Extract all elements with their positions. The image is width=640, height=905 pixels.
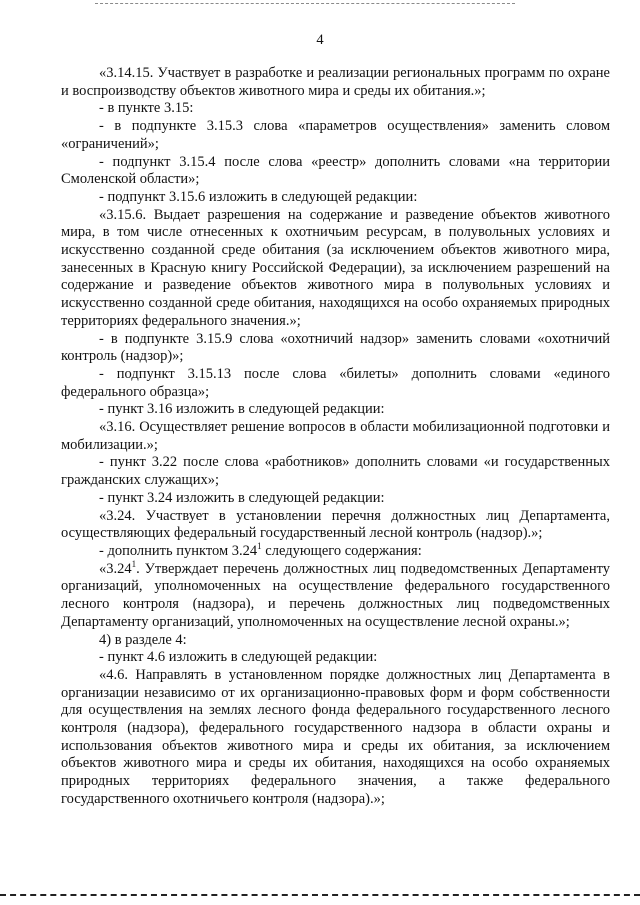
- paragraph-add-item-3-24-1: [61, 543, 610, 561]
- paragraph-3-15-6-text: «3.15.6. Выдает разрешения на содержание и разведение объектов животного мира, в том числе отнесенных к охотничьим ресурсам, в полувольных условиях и искусственно созданной среде обитания (за исключением объектов животного мира, занесенных в Красную книгу Российской Федерации), за исключением разрешений на содержание и разведение объектов животного мира в полувольных условиях и искусственно созданной среде обитания, находящихся на особо охраняемых природных территориях федерального значения.»;: [61, 206, 610, 329]
- bottom-scan-rule: [0, 894, 640, 896]
- paragraph-subitem-3-15-3: - в подпункте 3.15.3 слова «параметров осуществления» заменить словом «ограничений»;: [61, 118, 610, 152]
- paragraph-subitem-3-15-13: - подпункт 3.15.13 после слова «билеты» дополнить словами «единого федерального образца»;: [61, 365, 610, 400]
- paragraph-3-16-text: «3.16. Осуществляет решение вопросов в области мобилизационной подготовки и мобилизации.»;: [61, 419, 610, 453]
- document-body: [61, 65, 610, 809]
- page-number: 4: [316, 32, 324, 48]
- paragraph-item-3-15: - в пункте 3.15:: [99, 100, 194, 117]
- paragraph-4-6-text: «4.6. Направлять в установленном порядке должностных лиц Департамента в организации независимо от их организационно-правовых форм и форм собственности для осуществления на землях лесного фонда федерального государственного лесного контроля (надзора), федерального государственного надзора в области охраны и использования объектов животного мира и среды их обитания, за исключением объектов животного мира и среды их обитания, находящихся на особо охраняемых природных территориях федерального значения, а также федерального государственного охотничьего контроля (надзора).»;: [61, 666, 610, 807]
- text-run: следующего содержания:: [261, 542, 422, 559]
- paragraph-subitem-3-15-4: - подпункт 3.15.4 после слова «реестр» дополнить словами «на территории Смоленской области»;: [61, 153, 610, 188]
- paragraph-item-3-22: - пункт 3.22 после слова «работников» дополнить словами «и государственных гражданских служащих»;: [61, 454, 610, 489]
- superscript-index: 1: [131, 558, 137, 569]
- text-run: . Утверждает перечень должностных лиц подведомственных Департаменту организаций, уполномоченных на осуществление федерального государственного лесного контроля (надзора), и перечень должностных лиц подведомственных Департаменту организаций, уполномоченных на осуществление лесной охраны.»;: [61, 560, 610, 630]
- paragraph-subitem-3-15-6: - подпункт 3.15.6 изложить в следующей редакции:: [99, 188, 418, 205]
- paragraph-3-14-15: «3.14.15. Участвует в разработке и реализации региональных программ по охране и воспроизводству объектов животного мира и среды их обитания.»;: [61, 65, 610, 99]
- superscript-index: 1: [257, 541, 262, 552]
- paragraph-item-3-24: - пункт 3.24 изложить в следующей редакции:: [99, 489, 385, 506]
- paragraph-3-24-text: «3.24. Участвует в установлении перечня должностных лиц Департамента, осуществляющих федеральный государственный лесной контроль (надзор).»;: [61, 507, 610, 542]
- top-scan-rule: [95, 3, 515, 4]
- paragraph-item-3-16: - пункт 3.16 изложить в следующей редакции:: [99, 401, 385, 418]
- text-run: «3.24: [99, 560, 132, 577]
- text-run: - дополнить пунктом 3.24: [99, 542, 258, 559]
- paragraph-subitem-3-15-9: - в подпункте 3.15.9 слова «охотничий надзор» заменить словами «охотничий контроль (надзор)»;: [61, 330, 610, 365]
- paragraph-item-4-6: - пункт 4.6 изложить в следующей редакции:: [99, 649, 378, 666]
- paragraph-3-24-1-text: [61, 558, 610, 632]
- paragraph-section-4: 4) в разделе 4:: [99, 631, 187, 648]
